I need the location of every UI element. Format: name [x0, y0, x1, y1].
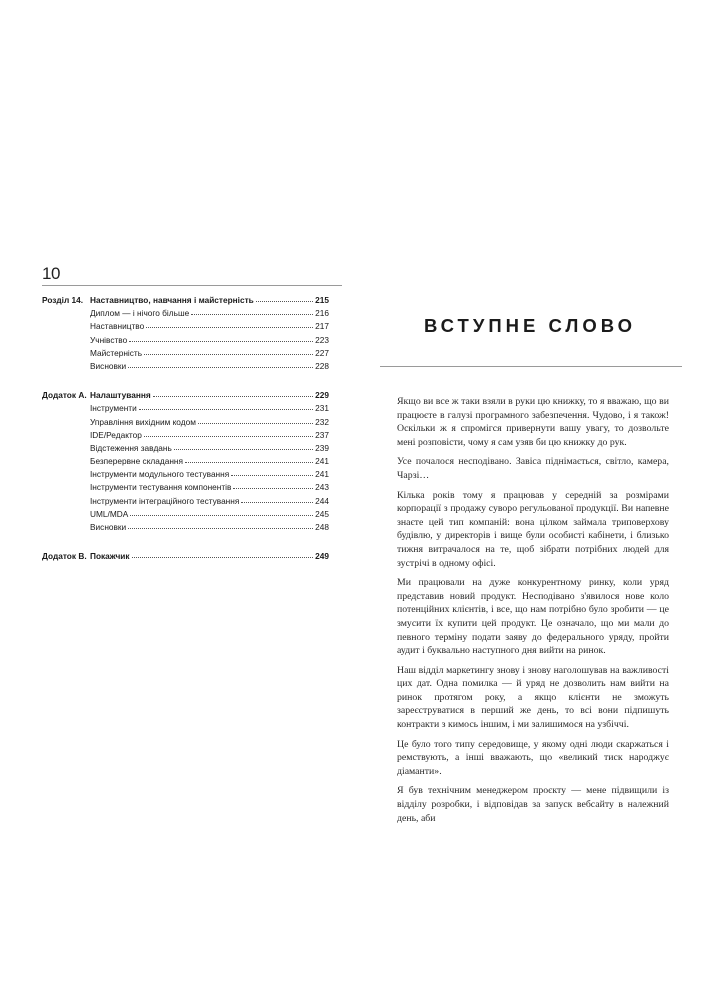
toc-entry-title: Інструменти: [90, 403, 137, 414]
toc-entry-title: Інструменти модульного тестування: [90, 469, 230, 480]
toc-entry: [42, 442, 329, 455]
page-number: 10: [42, 264, 60, 283]
toc-page-number: 228: [315, 360, 329, 371]
toc-page-number: 237: [315, 429, 329, 440]
toc-chapter-label: Додаток В.: [42, 551, 87, 562]
dot-leader: [174, 448, 313, 450]
dot-leader: [241, 501, 313, 503]
toc-page-number: 239: [315, 442, 329, 453]
toc-entry-title: Безперервне складання: [90, 456, 183, 467]
toc-page-number: 249: [315, 551, 329, 562]
toc-entry: [42, 455, 329, 468]
header-rule: [42, 285, 342, 286]
toc-entry-title: Відстеження завдань: [90, 442, 172, 453]
toc-chapter-row: [42, 294, 329, 307]
toc-chapter-row: [42, 550, 329, 563]
toc-entry-title: IDE/Редактор: [90, 429, 142, 440]
toc-entry: [42, 402, 329, 415]
toc-entry-title: Майстерність: [90, 347, 143, 358]
dot-leader: [132, 556, 314, 558]
dot-leader: [153, 395, 313, 397]
toc-entry: [42, 429, 329, 442]
toc-entry-title: Диплом — і нічого більше: [90, 308, 190, 319]
toc-entry: [42, 307, 329, 320]
dot-leader: [129, 340, 313, 342]
dot-leader: [233, 487, 313, 489]
toc-group-appendix-a: [42, 389, 329, 534]
chapter-title: ВСТУПНЕ СЛОВО: [423, 315, 637, 336]
toc-page-number: 244: [315, 495, 329, 506]
dot-leader: [185, 461, 313, 463]
toc-page-number: 215: [315, 295, 329, 305]
toc-entry-title: Висновки: [90, 522, 127, 532]
toc-page-number: 227: [315, 347, 329, 358]
dot-leader: [128, 527, 313, 529]
toc-entry-title: Висновки: [90, 360, 127, 371]
toc-entry: [42, 416, 329, 429]
toc-entry-title: Наставництво: [90, 321, 145, 332]
toc-chapter-title: Наставництво, навчання і майстерність: [90, 295, 254, 305]
toc-entry-title: Учнівство: [90, 334, 128, 345]
toc-page-number: 217: [315, 321, 329, 332]
toc-entry: [42, 521, 329, 534]
paragraph: Якщо ви все ж таки взяли в руки цю книжку, то я вважаю, що ви працюєте в галузі програмного забезпечення. Чудово, і я також! Оскільки ж я спромігся привернути вашу увагу, то дозвольте мені розповісти, чому я сам узяв би цю книжку до рук.: [397, 396, 669, 448]
dot-leader: [231, 474, 313, 476]
toc-group-chapter-14: [42, 294, 329, 373]
dot-leader: [130, 514, 313, 516]
toc-entry: [42, 508, 329, 521]
dot-leader: [139, 408, 313, 410]
paragraph: Наш відділ маркетингу знову і знову наголошував на важливості цих дат. Одна помилка — й уряд не дозволить нам вийти на ринок протягом року, а якщо клієнти не зможуть зареєструватися в перший же день, то всі вони підпишуть контракти з кимось іншим, і ми залишимося на узбіччі.: [397, 664, 669, 731]
toc-page-number: 231: [315, 403, 329, 414]
toc-entry-title: UML/MDA: [90, 508, 129, 519]
paragraph: Усе почалося несподівано. Завіса піднімається, світло, камера, Чарзі…: [397, 456, 669, 481]
toc-entry-title: Інструменти інтеграційного тестування: [90, 495, 240, 506]
toc-entry: [42, 495, 329, 508]
body-text: [397, 395, 669, 824]
toc-page-number: 232: [315, 416, 329, 427]
dot-leader: [128, 366, 313, 368]
toc-page-number: 245: [315, 508, 329, 519]
toc-page-number: 241: [315, 469, 329, 480]
toc-chapter-label: Розділ 14.: [42, 295, 84, 305]
toc-chapter-title: Налаштування: [90, 390, 151, 401]
dot-leader: [144, 353, 313, 355]
paragraph: Я був технічним менеджером проєкту — мене підвищили із відділу розробки, і відповідав за запуск вебсайту в належний день, аби: [397, 785, 669, 824]
toc-entry: [42, 334, 329, 347]
toc-page-number: 216: [315, 308, 329, 319]
paragraph: Кілька років тому я працював у середній за розмірами корпорації з продажу суворо регульованої продукції. Ви напевне знаєте цей тип компаній: вона цілком займала триповерхову будівлю, у директорів і вище були особисті кабінети, і близько тижня витрачалося на те, щоб зібрати потрібних людей для зустрічі в одному офісі.: [397, 489, 669, 569]
dot-leader: [146, 326, 313, 328]
table-of-contents: [42, 294, 329, 579]
toc-entry: [42, 360, 329, 373]
toc-chapter-label: Додаток А.: [42, 390, 87, 401]
toc-entry: [42, 481, 329, 494]
dot-leader: [256, 300, 313, 302]
toc-entry: [42, 347, 329, 360]
toc-chapter-title: Покажчик: [90, 551, 130, 562]
toc-page-number: 229: [315, 390, 329, 401]
toc-page-number: 248: [315, 522, 329, 532]
dot-leader: [198, 422, 313, 424]
toc-entry-title: Інструменти тестування компонентів: [90, 482, 232, 493]
dot-leader: [144, 435, 313, 437]
toc-page-number: 243: [315, 482, 329, 493]
toc-entry: [42, 320, 329, 333]
paragraph: Ми працювали на дуже конкурентному ринку, коли уряд представив новий продукт. Несподівано з'явилося нове коло потенційних клієнтів, і все, що нам потрібно було зробити — це змусити їх купити цей продукт. Це означало, що ми мали до певного терміну подати заяву до федерального уряду, пройти аудит і буквально наступного дня вийти на ринок.: [397, 577, 669, 657]
toc-page-number: 223: [315, 334, 329, 345]
dot-leader: [191, 313, 313, 315]
toc-page-number: 241: [315, 456, 329, 467]
toc-group-appendix-b: [42, 550, 329, 563]
toc-chapter-row: [42, 389, 329, 402]
paragraph: Це було того типу середовище, у якому одні люди скаржаться і ремствують, а інші вважають, що «великий тиск народжує діаманти».: [397, 738, 669, 777]
chapter-rule: [380, 366, 682, 367]
toc-entry: [42, 468, 329, 481]
toc-entry-title: Управління вихідним кодом: [90, 416, 196, 427]
